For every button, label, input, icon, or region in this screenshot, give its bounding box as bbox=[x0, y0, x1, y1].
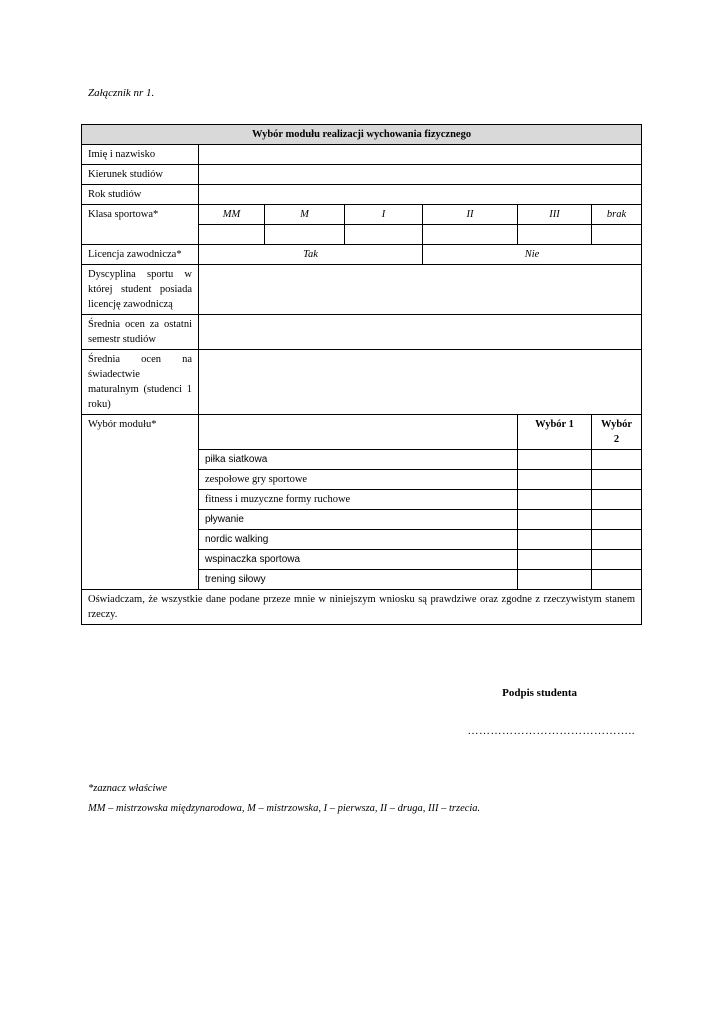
avg-last-semester-label: Średnia ocen za ostatni semestr studiów bbox=[82, 315, 199, 350]
sport-class-option-ii: II bbox=[423, 205, 518, 225]
module-header-blank bbox=[199, 415, 518, 450]
license-option-no[interactable]: Nie bbox=[423, 245, 642, 265]
discipline-label: Dyscyplina sportu w której student posiada licencję zawodniczą bbox=[82, 265, 199, 315]
year-of-study-label: Rok studiów bbox=[82, 185, 199, 205]
sport-class-option-none: brak bbox=[592, 205, 642, 225]
module-choice-2-cell[interactable] bbox=[592, 550, 642, 570]
module-name: piłka siatkowa bbox=[199, 450, 518, 470]
module-name: zespołowe gry sportowe bbox=[199, 470, 518, 490]
module-choice-2-cell[interactable] bbox=[592, 510, 642, 530]
choice-1-header: Wybór 1 bbox=[518, 415, 592, 450]
module-choice-1-cell[interactable] bbox=[518, 450, 592, 470]
module-name: nordic walking bbox=[199, 530, 518, 550]
module-label: Wybór modułu* bbox=[82, 415, 199, 590]
form-title: Wybór modułu realizacji wychowania fizycznego bbox=[82, 125, 642, 145]
license-option-yes[interactable]: Tak bbox=[199, 245, 423, 265]
sport-class-option-i: I bbox=[345, 205, 423, 225]
module-name: fitness i muzyczne formy ruchowe bbox=[199, 490, 518, 510]
module-choice-2-cell[interactable] bbox=[592, 570, 642, 590]
sport-class-check-m[interactable] bbox=[265, 225, 345, 245]
name-label: Imię i nazwisko bbox=[82, 145, 199, 165]
sport-class-label: Klasa sportowa* bbox=[82, 205, 199, 245]
footnote-legend: MM – mistrzowska międzynarodowa, M – mistrzowska, I – pierwsza, II – druga, III – trzecia. bbox=[88, 803, 481, 814]
choice-2-header: Wybór 2 bbox=[592, 415, 642, 450]
footnote-mark: *zaznacz właściwe bbox=[88, 783, 168, 794]
year-of-study-field[interactable] bbox=[199, 185, 642, 205]
avg-last-semester-field[interactable] bbox=[199, 315, 642, 350]
field-of-study-label: Kierunek studiów bbox=[82, 165, 199, 185]
module-choice-1-cell[interactable] bbox=[518, 490, 592, 510]
avg-matura-field[interactable] bbox=[199, 350, 642, 415]
module-selection-form bbox=[81, 124, 642, 737]
module-choice-2-cell[interactable] bbox=[592, 530, 642, 550]
avg-matura-label: Średnia ocen na świadectwie maturalnym (studenci 1 roku) bbox=[82, 350, 199, 415]
module-choice-2-cell[interactable] bbox=[592, 450, 642, 470]
name-field[interactable] bbox=[199, 145, 642, 165]
module-choice-1-cell[interactable] bbox=[518, 470, 592, 490]
field-of-study-field[interactable] bbox=[199, 165, 642, 185]
sport-class-check-none[interactable] bbox=[592, 225, 642, 245]
sport-class-check-iii[interactable] bbox=[518, 225, 592, 245]
sport-class-option-m: M bbox=[265, 205, 345, 225]
module-choice-2-cell[interactable] bbox=[592, 490, 642, 510]
module-choice-1-cell[interactable] bbox=[518, 570, 592, 590]
module-choice-2-cell[interactable] bbox=[592, 470, 642, 490]
declaration-text: Oświadczam, że wszystkie dane podane przeze mnie w niniejszym wniosku są prawdziwe oraz zgodne z rzeczywistym stanem rzeczy. bbox=[88, 594, 636, 620]
sport-class-option-iii: III bbox=[518, 205, 592, 225]
module-name: trening siłowy bbox=[199, 570, 518, 590]
module-choice-1-cell[interactable] bbox=[518, 550, 592, 570]
sport-class-check-ii[interactable] bbox=[423, 225, 518, 245]
sport-class-check-mm[interactable] bbox=[199, 225, 265, 245]
declaration-cell bbox=[82, 590, 642, 737]
module-choice-1-cell[interactable] bbox=[518, 530, 592, 550]
license-label: Licencja zawodnicza* bbox=[82, 245, 199, 265]
sport-class-check-i[interactable] bbox=[345, 225, 423, 245]
module-choice-1-cell[interactable] bbox=[518, 510, 592, 530]
module-name: wspinaczka sportowa bbox=[199, 550, 518, 570]
sport-class-option-mm: MM bbox=[199, 205, 265, 225]
discipline-field[interactable] bbox=[199, 265, 642, 315]
signature-line[interactable]: …………………………………….. bbox=[467, 725, 636, 737]
attachment-label: Załącznik nr 1. bbox=[88, 87, 155, 99]
module-name: pływanie bbox=[199, 510, 518, 530]
signature-label: Podpis studenta bbox=[502, 687, 578, 699]
